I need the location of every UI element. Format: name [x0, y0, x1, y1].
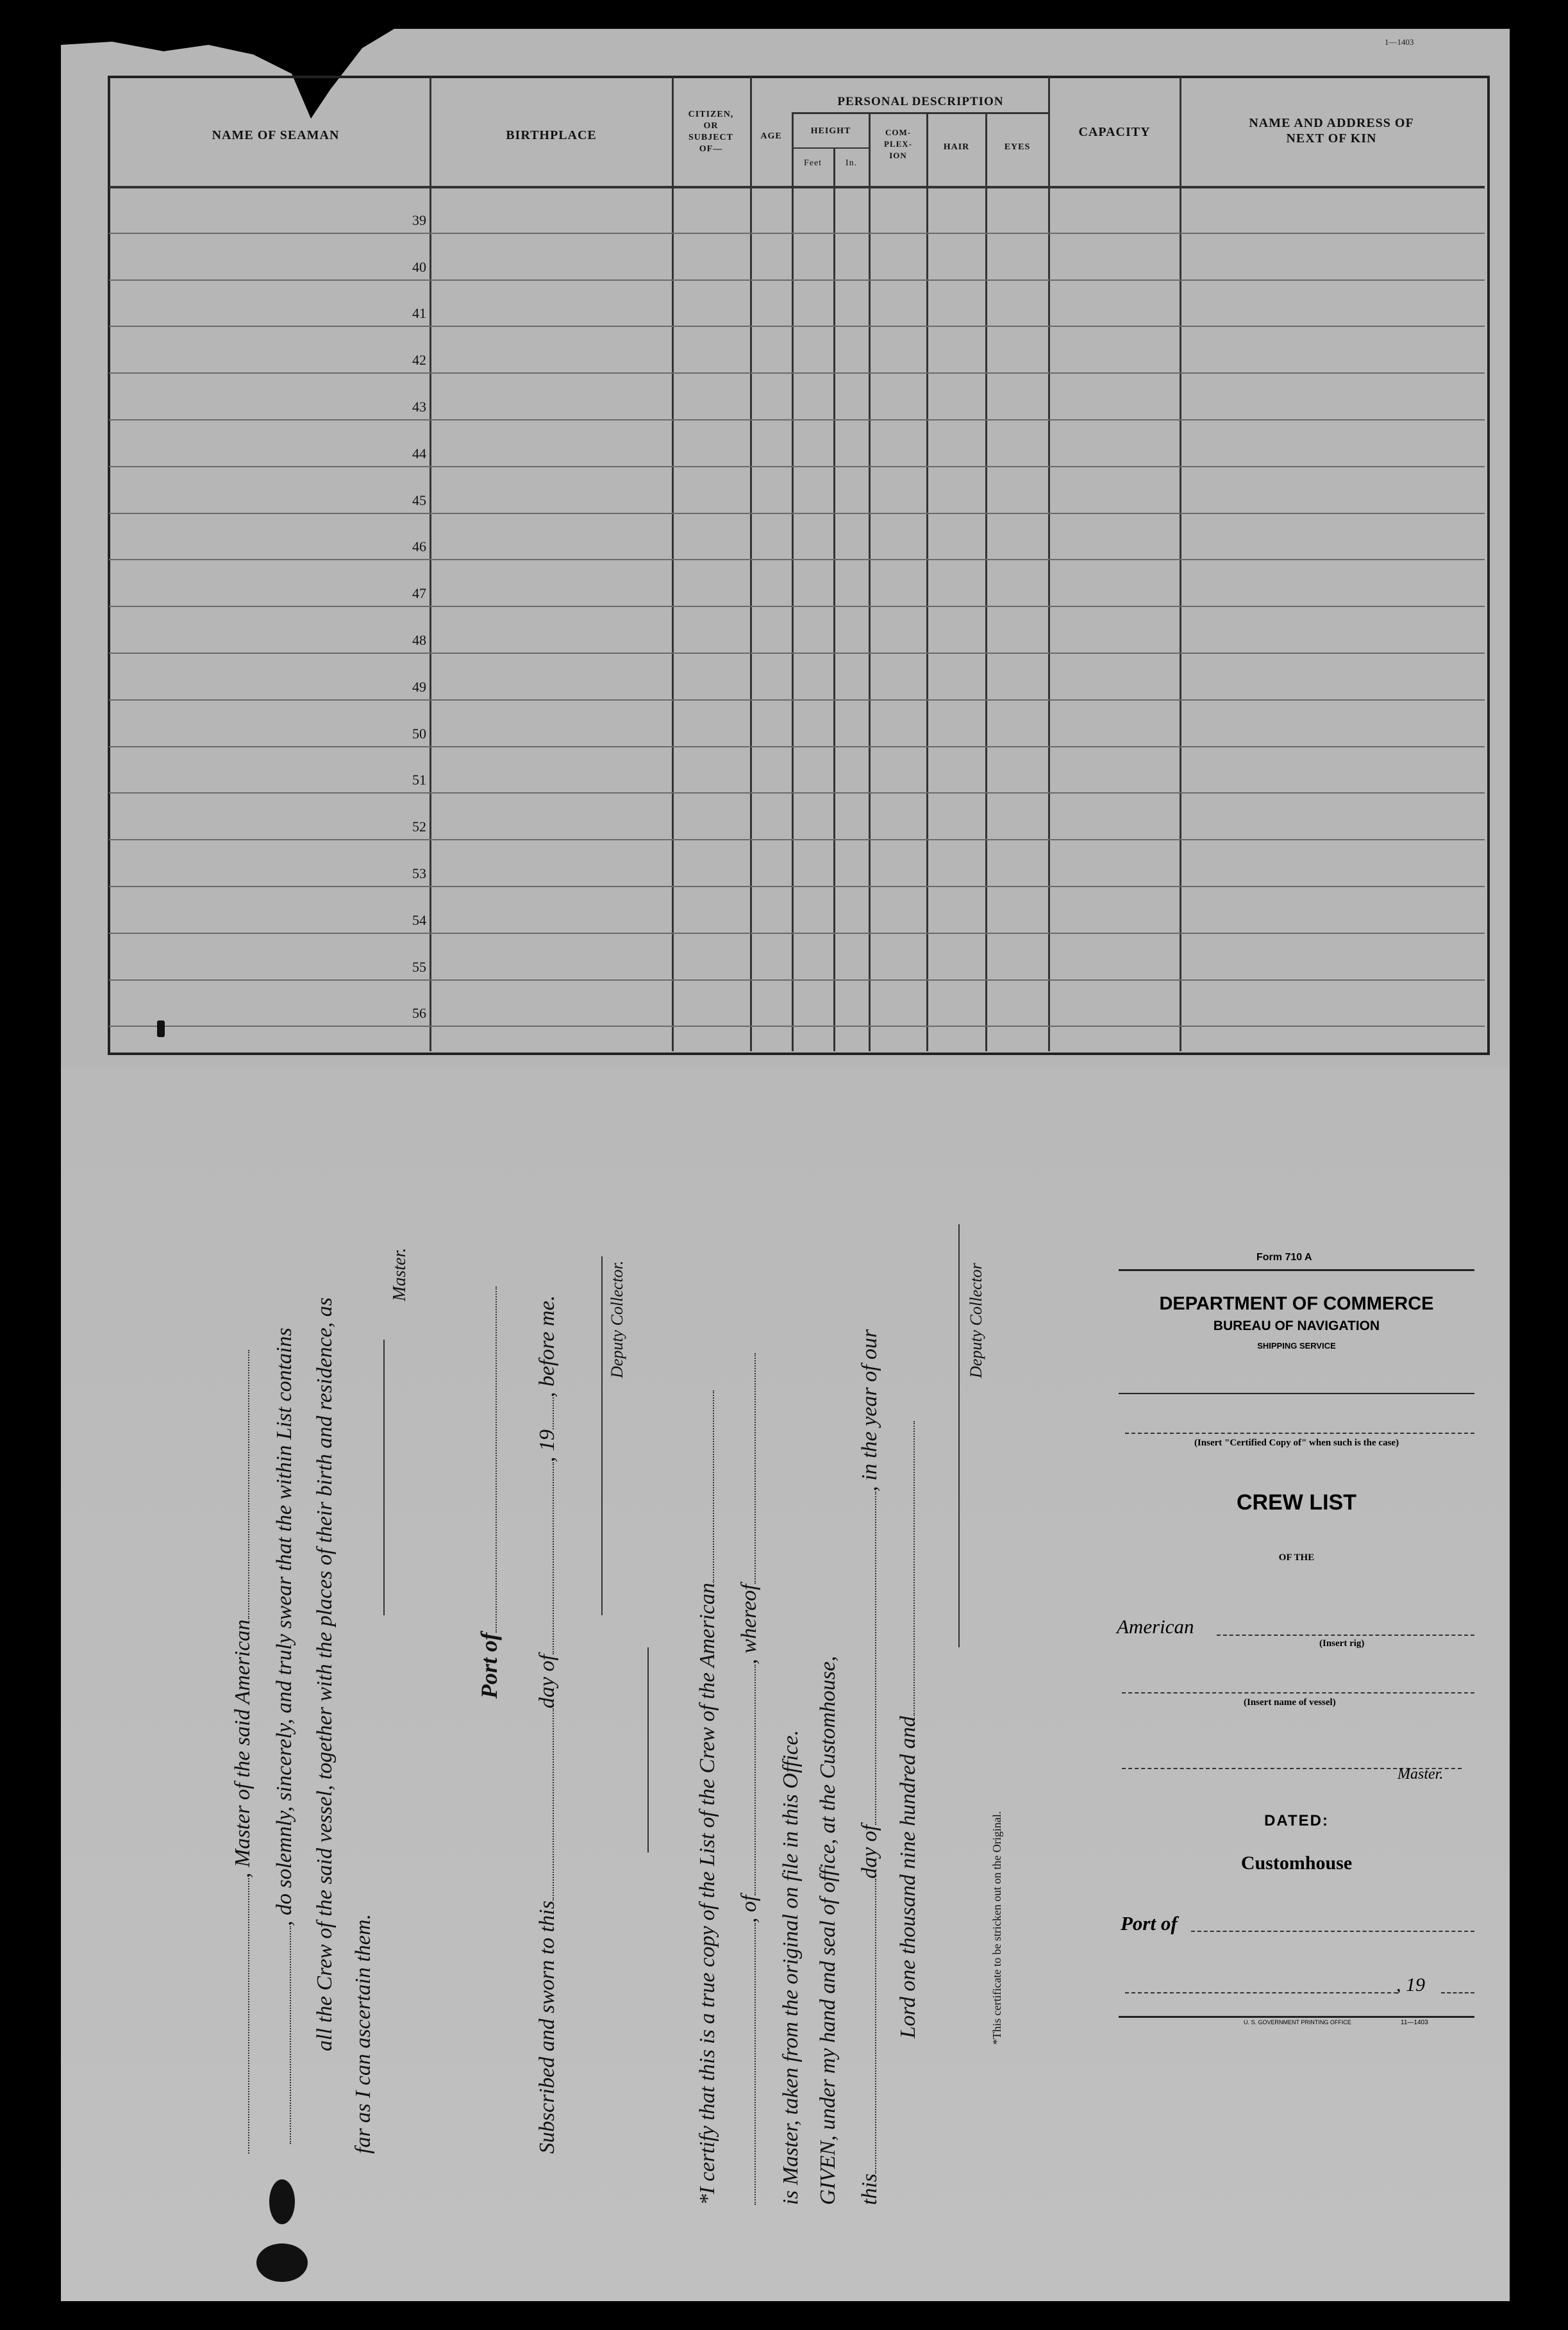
certificate-line-5: thisday of, in the year of our [858, 1329, 881, 2205]
master-label: Master. [390, 1247, 410, 1301]
row-number: 44 [412, 445, 426, 462]
row-number: 54 [412, 911, 426, 928]
row-number: 48 [412, 632, 426, 648]
col-header-height: HEIGHT [810, 126, 851, 136]
cover-bottom-rule [1119, 2016, 1474, 2018]
cover-top-rule [1119, 1269, 1474, 1271]
row-number: 55 [412, 958, 426, 975]
certificate-deputy-label: Deputy Collector [967, 1263, 985, 1378]
divider-short [647, 1647, 649, 1852]
cover-american: American [1117, 1615, 1194, 1638]
col-header-capacity: CAPACITY [1078, 125, 1151, 139]
table-row [109, 933, 1485, 934]
table-row [109, 886, 1485, 887]
table-row [109, 653, 1485, 654]
table-row [109, 513, 1485, 514]
header-rule [109, 186, 1485, 188]
deputy-signature-line [601, 1256, 603, 1615]
col-header-birthplace: BIRTHPLACE [506, 128, 597, 142]
header-rule [792, 112, 1048, 114]
row-number: 56 [412, 1005, 426, 1022]
certificate-line-2: , of, whereof [737, 1353, 762, 2205]
certificate-line-6: Lord one thousand nine hundred and [896, 1421, 921, 2038]
row-number: 49 [412, 678, 426, 695]
col-divider [672, 77, 674, 1051]
col-header-next-of-kin: NAME AND ADDRESS OF NEXT OF KIN [1249, 116, 1414, 146]
certificate-line-1: *I certify that this is a true copy of the List of the Crew of the American [696, 1390, 720, 2205]
cover-insert-vessel: (Insert name of vessel) [1244, 1697, 1336, 1708]
table-row [109, 559, 1485, 560]
rig-line [1217, 1635, 1474, 1636]
col-header-personal: PERSONAL DESCRIPTION [837, 95, 1004, 108]
master-signature-line [383, 1340, 385, 1615]
ink-mark [157, 1020, 165, 1037]
table-row [109, 792, 1485, 794]
table-row [109, 279, 1485, 281]
oath-line-1: , Master of the said American [231, 1350, 255, 2154]
ink-damage [269, 2179, 295, 2224]
cover-dated: DATED: [1264, 1812, 1329, 1829]
deputy-collector-label: Deputy Collector. [608, 1260, 626, 1378]
col-header-citizen: CITIZEN, OR SUBJECT OF— [688, 110, 734, 154]
col-header-name: NAME OF SEAMAN [212, 128, 340, 142]
col-divider [833, 147, 835, 1051]
col-divider [926, 112, 928, 1051]
oath-line-2: , do solemnly, sincerely, and truly swear that the within List contains [272, 1327, 297, 2144]
table-row [109, 979, 1485, 981]
crew-table [108, 76, 1490, 1055]
table-row [109, 233, 1485, 234]
row-number: 46 [412, 538, 426, 555]
col-header-inches: In. [845, 158, 858, 168]
oath-line-4: far as I can ascertain them. [351, 1914, 375, 2154]
vessel-line [1122, 1692, 1474, 1693]
col-divider [430, 77, 431, 1051]
certified-copy-line [1125, 1433, 1474, 1434]
ink-damage [256, 2243, 308, 2282]
header-rule [792, 147, 869, 149]
col-divider [869, 112, 871, 1051]
row-number: 39 [412, 212, 426, 228]
cover-customhouse: Customhouse [1240, 1852, 1353, 1874]
row-number: 45 [412, 492, 426, 508]
row-number: 43 [412, 399, 426, 415]
row-number: 51 [412, 772, 426, 788]
certificate-footnote: *This certificate to be stricken out on the Original. [990, 1811, 1003, 2045]
col-header-feet: Feet [803, 158, 822, 168]
col-header-hair: HAIR [943, 142, 970, 152]
certificate-line-3: is Master, taken from the original on file in this Office. [779, 1729, 803, 2205]
col-divider [1180, 77, 1181, 1051]
row-number: 50 [412, 725, 426, 742]
cover-printing-office: U. S. GOVERNMENT PRINTING OFFICE [1244, 2019, 1351, 2026]
table-row [109, 466, 1485, 467]
col-header-age: AGE [760, 131, 782, 141]
table-row [109, 746, 1485, 747]
cover-service: SHIPPING SERVICE [1257, 1341, 1336, 1351]
row-number: 52 [412, 819, 426, 835]
table-row [109, 419, 1485, 420]
row-number: 47 [412, 585, 426, 602]
port-line [1191, 1931, 1474, 1932]
cover-code: 11—1403 [1401, 2019, 1428, 2026]
cover-insert-rig: (Insert rig) [1319, 1638, 1365, 1649]
oath-line-3: all the Crew of the said vessel, together with the places of their birth and residence, as [313, 1297, 337, 2051]
table-row [109, 606, 1485, 607]
col-divider [985, 112, 987, 1051]
cover-master: Master. [1397, 1766, 1444, 1783]
table-row [109, 372, 1485, 374]
table-row [109, 699, 1485, 701]
cover-bureau: BUREAU OF NAVIGATION [1213, 1319, 1380, 1333]
row-number: 53 [412, 865, 426, 881]
date-line [1125, 1992, 1397, 1993]
table-row [109, 326, 1485, 327]
row-number: 42 [412, 352, 426, 369]
certificate-line-4: GIVEN, under my hand and seal of office, at the Customhouse, [816, 1656, 840, 2205]
cover-of-the: OF THE [1278, 1552, 1315, 1563]
col-divider [1048, 77, 1050, 1051]
certificate-signature-line [958, 1224, 960, 1647]
year-line [1441, 1992, 1474, 1993]
col-header-eyes: EYES [1004, 142, 1031, 152]
cover-port-of: Port of [1121, 1912, 1178, 1935]
cover-title: CREW LIST [1237, 1490, 1356, 1515]
cover-form-number: Form 710 A [1256, 1252, 1312, 1263]
oath-port-of: Port of [476, 1286, 503, 1699]
oath-subscribed: Subscribed and sworn to thisday of, 19, before me. [535, 1295, 559, 2154]
col-divider [750, 77, 752, 1051]
row-number: 41 [412, 305, 426, 322]
cover-certified-note: (Insert "Certified Copy of" when such is the case) [1194, 1438, 1399, 1448]
col-divider [792, 112, 794, 1051]
table-row [109, 1026, 1485, 1027]
cover-year: , 19 [1396, 1974, 1425, 1995]
cover-rule [1119, 1393, 1474, 1394]
col-header-complexion: COM- PLEX- ION [884, 128, 912, 160]
table-row [109, 839, 1485, 840]
form-code-top: 1—1403 [1385, 37, 1414, 47]
cover-department: DEPARTMENT OF COMMERCE [1159, 1294, 1434, 1314]
row-number: 40 [412, 258, 426, 275]
